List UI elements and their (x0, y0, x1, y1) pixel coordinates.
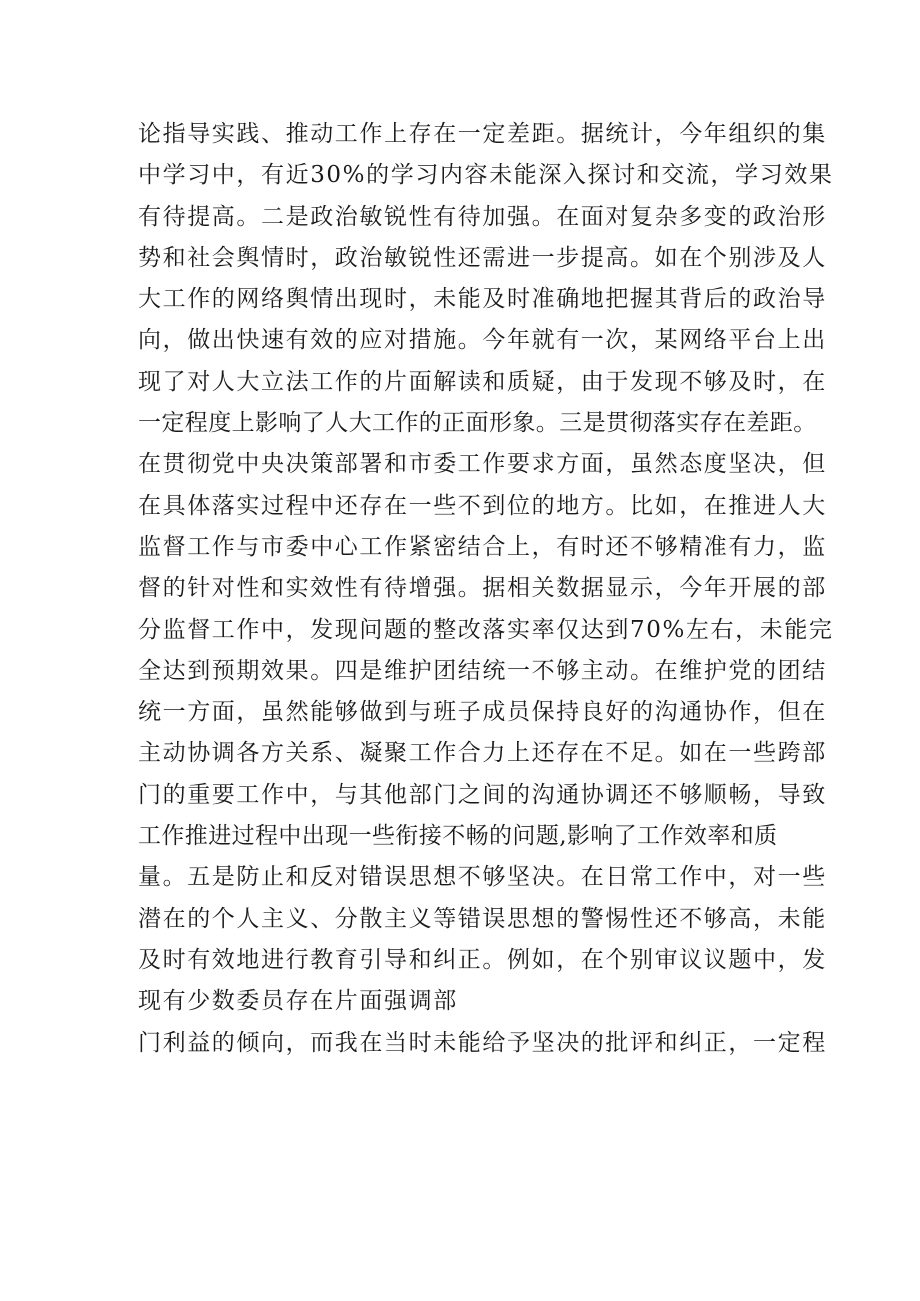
text-line: 门的重要工作中，与其他部门之间的沟通协调还不够顺畅，导致 (138, 781, 827, 808)
text-line: 现了对人大立法工作的片面解读和质疑，由于发现不够及时，在 (138, 368, 827, 395)
text-line: 有待提高。二是政治敏锐性有待加强。在面对复杂多变的政治形 (138, 203, 827, 230)
text-line: 及时有效地进行教育引导和纠正。例如，在个别审议议题中，发 (138, 946, 827, 973)
text-line: 督的针对性和实效性有待增强。据相关数据显示，今年开展的部 (138, 575, 827, 602)
text-line: 统一方面，虽然能够做到与班子成员保持良好的沟通协作，但在 (138, 699, 827, 726)
text-line: 论指导实践、推动工作上存在一定差距。据统计，今年组织的集 (138, 121, 827, 147)
text-line: 中学习中，有近30%的学习内容未能深入探讨和交流，学习效果 (138, 162, 834, 189)
text-line: 向，做出快速有效的应对措施。今年就有一次，某网络平台上出 (138, 327, 827, 354)
text-line: 在具体落实过程中还存在一些不到位的地方。比如，在推进人大 (138, 492, 827, 519)
text-line: 潜在的个人主义、分散主义等错误思想的警惕性还不够高，未能 (138, 905, 827, 932)
text-line: 大工作的网络舆情出现时，未能及时准确地把握其背后的政治导 (138, 286, 827, 313)
text-line: 势和社会舆情时，政治敏锐性还需进一步提高。如在个别涉及人 (138, 244, 827, 271)
body-text (138, 114, 834, 1064)
text-line: 工作推进过程中出现一些衔接不畅的问题,影响了工作效率和质 (138, 823, 778, 850)
text-line: 在贯彻党中央决策部署和市委工作要求方面，虽然态度坚决，但 (138, 451, 827, 478)
text-line: 量。五是防止和反对错误思想不够坚决。在日常工作中，对一些 (138, 864, 827, 891)
text-line: 主动协调各方关系、凝聚工作合力上还存在不足。如在一些跨部 (138, 740, 827, 767)
text-line: 全达到预期效果。四是维护团结统一不够主动。在维护党的团结 (138, 657, 827, 684)
text-line: 分监督工作中，发现问题的整改落实率仅达到70%左右，未能完 (138, 616, 834, 643)
text-line: 一定程度上影响了人大工作的正面形象。三是贯彻落实存在差距。 (138, 410, 817, 437)
text-line: 监督工作与市委中心工作紧密结合上，有时还不够精准有力，监 (138, 533, 827, 560)
text-line: 门利益的倾向，而我在当时未能给予坚决的批评和纠正，一定程 (138, 1029, 827, 1056)
text-line: 现有少数委员存在片面强调部 (138, 988, 458, 1015)
